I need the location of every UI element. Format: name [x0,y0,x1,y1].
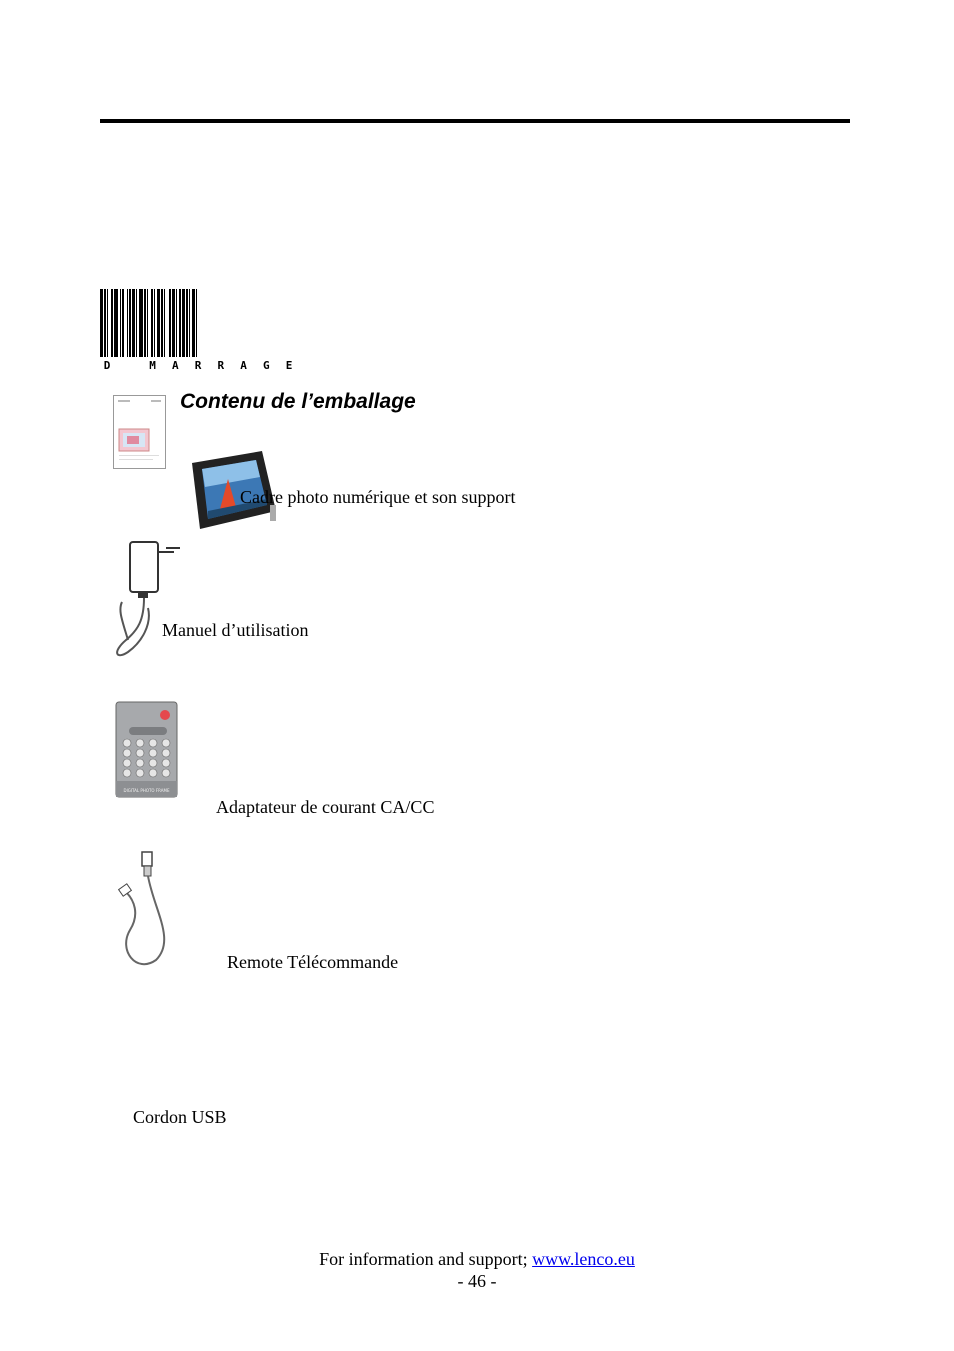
remote-button [136,749,144,757]
item-label: Cordon USB [133,1107,227,1127]
remote-caption: DIGITAL PHOTO FRAME [123,788,170,793]
remote-button [149,739,157,747]
item-label: Adaptateur de courant CA/CC [216,797,435,817]
remote-button [123,759,131,767]
remote-button [136,739,144,747]
barcode-letter: D [103,359,111,372]
barcode-letter: A [171,359,179,372]
remote-button [162,739,170,747]
barcode-letter: A [240,359,247,372]
remote-button [123,739,131,747]
section-barcode-letters [100,359,296,372]
footer-prefix: For information and support; [319,1249,533,1269]
top-rule [100,119,850,123]
remote-button [136,769,144,777]
barcode-letter: M [149,359,156,372]
barcode-letter: R [217,359,225,372]
section-barcode-title [100,289,296,359]
remote-button [162,759,170,767]
remote-button [123,769,131,777]
item-label: Cadre photo numérique et son support [240,487,516,507]
remote-button [162,749,170,757]
remote-button [162,769,170,777]
barcode-letter [123,359,137,372]
section-heading: Contenu de l’emballage [180,390,416,413]
usb-cable-icon [116,850,178,968]
remote-button [123,749,131,757]
manual-thumbnail-icon [113,395,167,470]
remote-button [149,759,157,767]
page-number: - 46 - [457,1271,497,1291]
remote-button [136,759,144,767]
item-label: Remote Télécommande [227,952,399,972]
item-label: Manuel d’utilisation [162,620,309,640]
support-link[interactable]: www.lenco.eu [532,1249,635,1269]
footer-support [0,1249,954,1270]
barcode-letter: E [285,359,293,372]
remote-button [149,769,157,777]
remote-control-icon [115,701,179,799]
remote-button [149,749,157,757]
power-adapter-icon [108,540,184,660]
barcode-letter: G [262,359,270,372]
barcode-letter: R [194,359,202,372]
